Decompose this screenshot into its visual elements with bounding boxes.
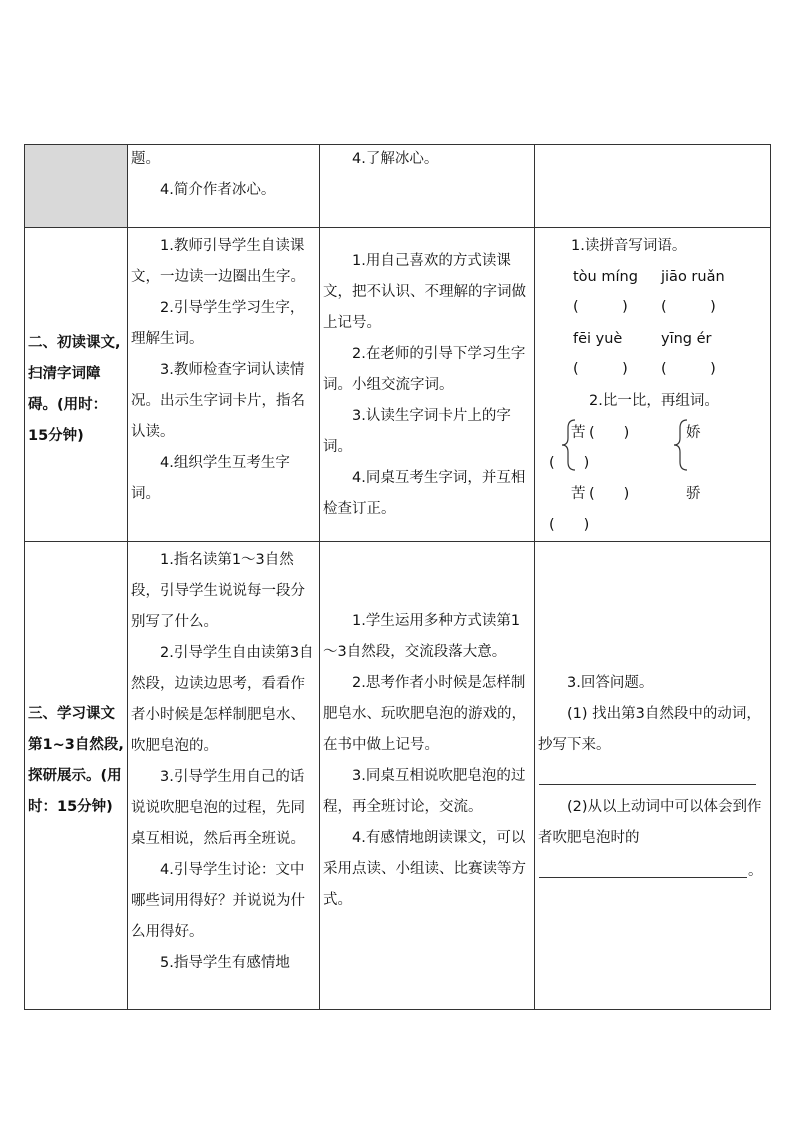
table-border-bottom xyxy=(24,1009,771,1010)
answer-underline xyxy=(539,784,756,785)
compare-char: 娇 xyxy=(686,425,701,441)
exercise-subquestion: (1) 找出第3自然段中的动词，抄写下来。 xyxy=(538,706,761,753)
answer-blank: ( ) xyxy=(573,361,628,377)
student-step: 2.在老师的引导下学习生字词。小组交流字词。 xyxy=(323,346,526,393)
student-step: 2.思考作者小时候是怎样制肥皂水、玩吹肥皂泡的游戏的，在书中做上记号。 xyxy=(323,675,526,753)
compare-char: 苦 xyxy=(571,486,586,502)
column-divider xyxy=(127,144,128,1010)
row3-exercise-cell xyxy=(538,668,766,854)
answer-blank: ( ) xyxy=(589,425,630,441)
column-divider xyxy=(319,144,320,1010)
row1-teacher-cell xyxy=(131,144,315,206)
teacher-step: 1.教师引导学生自读课文，一边读一边圈出生字。 xyxy=(131,238,305,285)
pinyin-word: tòu míng xyxy=(573,269,638,285)
student-step: 1.用自己喜欢的方式读课文，把不认识、不理解的字词做上记号。 xyxy=(323,253,526,331)
row3-step-header: 三、学习课文第1~3自然段,探研展示。(用时：15分钟) xyxy=(28,706,124,815)
answer-line-row xyxy=(538,761,766,792)
pinyin-word: fēi yuè xyxy=(573,331,623,347)
exercise-subquestion: (2)从以上动词中可以体会到作者吹肥皂泡时的 xyxy=(538,799,762,846)
row-divider xyxy=(24,227,771,228)
student-step: 4.有感情地朗读课文，可以采用点读、小组读、比赛读等方式。 xyxy=(323,830,526,908)
teacher-step: 3.教师检查字词认读情况。出示生字词卡片，指名认读。 xyxy=(131,362,305,440)
student-step: 3.认读生字词卡片上的字词。 xyxy=(323,408,511,455)
answer-underline xyxy=(539,877,747,878)
pinyin-word: yīng ér xyxy=(661,331,712,347)
teacher-step: 4.引导学生讨论：文中哪些词用得好？并说说为什么用得好。 xyxy=(131,862,305,940)
exercise-question: 1.读拼音写词语。 xyxy=(571,238,687,254)
teacher-step: 4.组织学生互考生字词。 xyxy=(131,455,290,502)
teacher-step: 2.引导学生学习生字，理解生词。 xyxy=(131,300,305,347)
row-divider xyxy=(24,541,771,542)
lesson-plan-table xyxy=(24,144,771,1010)
row3-teacher-cell xyxy=(131,545,315,979)
student-step: 3.同桌互相说吹肥皂泡的过程，再全班讨论，交流。 xyxy=(323,768,526,815)
column-divider xyxy=(534,144,535,1010)
sentence-end-mark: 。 xyxy=(748,863,763,879)
answer-blank: ( ) xyxy=(661,299,716,315)
pinyin-word: jiāo ruǎn xyxy=(661,269,725,285)
shaded-header-cell xyxy=(24,144,127,227)
answer-blank: ( ) xyxy=(589,486,630,502)
row1-student-cell xyxy=(323,144,530,175)
answer-blank: ( ) xyxy=(661,361,716,377)
row2-student-cell xyxy=(323,246,530,525)
row2-teacher-cell xyxy=(131,231,315,510)
answer-blank: ( ) xyxy=(573,299,628,315)
student-step: 1.学生运用多种方式读第1～3自然段，交流段落大意。 xyxy=(323,613,521,660)
column-divider xyxy=(770,144,771,1010)
text-line: 4.简介作者冰心。 xyxy=(160,182,276,198)
teacher-step: 3.引导学生用自己的话说说吹肥皂泡的过程，先同桌互相说，然后再全班说。 xyxy=(131,769,305,847)
answer-blank: ( ) xyxy=(549,455,590,471)
compare-char: 苦 xyxy=(571,425,586,441)
teacher-step: 5.指导学生有感情地 xyxy=(160,955,290,971)
student-step: 4.同桌互考生字词，并互相检查订正。 xyxy=(323,470,526,517)
teacher-step: 2.引导学生自由读第3自然段，边读边思考，看看作者小时候是怎样制肥皂水、吹肥皂泡的。 xyxy=(131,645,314,754)
row3-student-cell xyxy=(323,606,530,916)
exercise-question: 3.回答问题。 xyxy=(567,675,654,691)
compare-char: 骄 xyxy=(686,486,701,502)
teacher-step: 1.指名读第1～3自然段，引导学生说说每一段分别写了什么。 xyxy=(131,552,305,630)
text-line: 4.了解冰心。 xyxy=(352,151,439,167)
answer-blank: ( ) xyxy=(549,517,590,533)
row2-step-header: 二、初读课文,扫清字词障碍。(用时：15分钟) xyxy=(28,335,121,444)
exercise-question: 2.比一比，再组词。 xyxy=(589,393,719,409)
text-line: 题。 xyxy=(131,151,160,167)
column-divider xyxy=(24,144,25,1010)
